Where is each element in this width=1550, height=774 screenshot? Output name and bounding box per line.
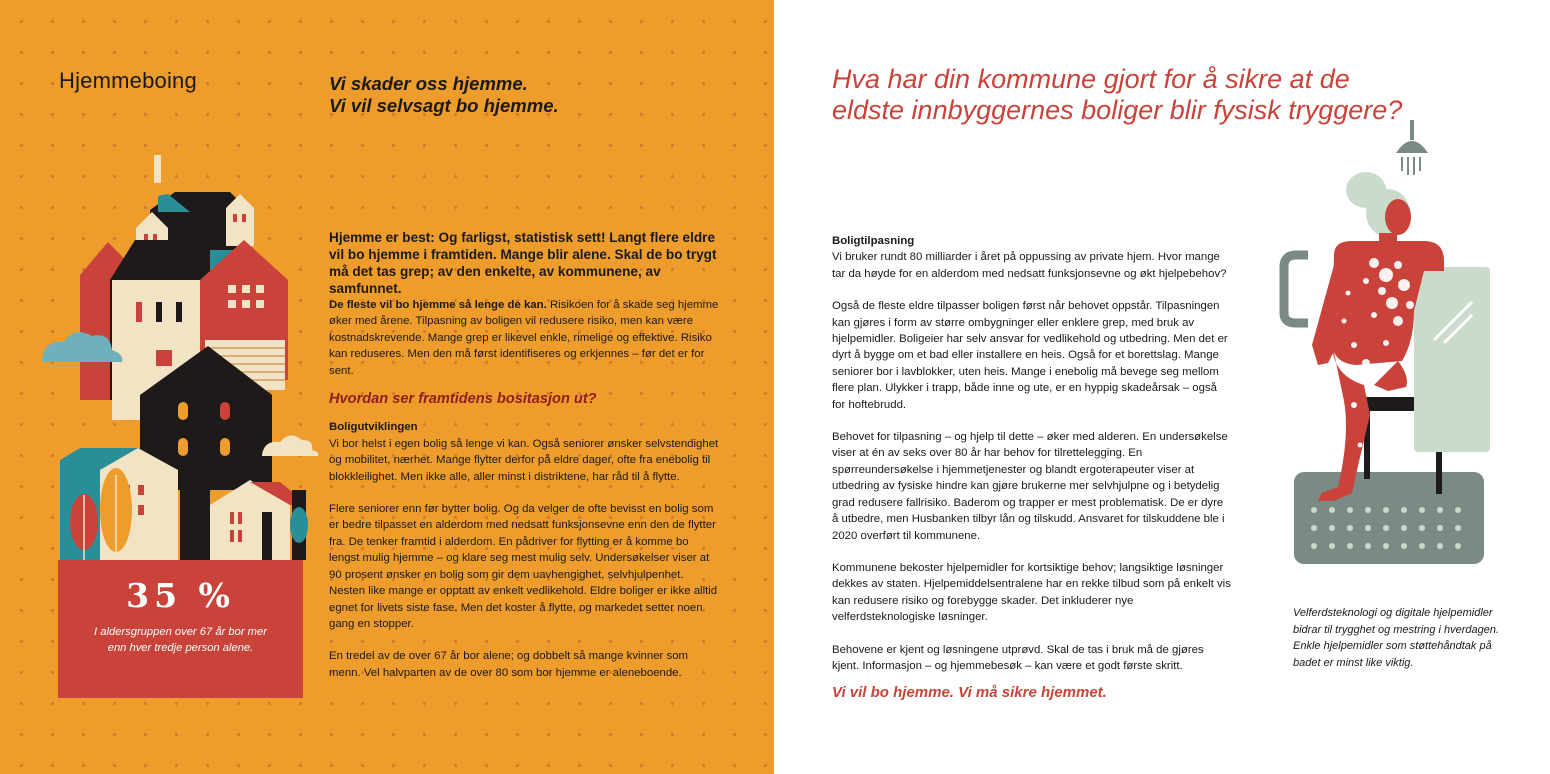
paragraph-1: Vi bruker rundt 80 milliarder i året på oppussing av private hjem. Hvor mange tar da høyde for en alderdom med nedsatt funksjonsevne og økt hjelpebehov? — [832, 251, 1227, 280]
window — [156, 302, 162, 322]
paragraph-5: Behovene er kjent og løsningene utprøvd. Skal de tas i bruk må de gjøres kjent. Informasjon – og hjemmebesøk – kan være et godt første skritt. — [832, 643, 1204, 672]
paragraph-1 — [329, 297, 719, 379]
tree-teal — [290, 507, 308, 543]
window — [238, 512, 242, 524]
window — [238, 530, 242, 542]
chimney-smoke — [154, 155, 161, 183]
caption-line-4: badet er minst like viktig. — [1293, 656, 1414, 669]
paragraph-1-rest: Risikoen for å skade seg hjemme øker med årene. Tilpasning av boligen vil redusere risiko, men kan være kostnadskrevende. Mange grep er likevel enkle, rimelige og effektive. Risiko kan reduseres. Men den må først identifiseres og erkjennes – før det er for sent. — [329, 299, 719, 377]
paragraph-4: En tredel av de over 67 år bor alene; og dobbelt så mange kvinner som menn. Vel halvparten av de over 80 som bor hjemme er aleneboende. — [329, 650, 689, 679]
grab-handle — [1284, 255, 1308, 323]
paragraph-3: Flere seniorer enn før bytter bolig. Og da velger de ofte bevisst en bolig som er bedre tilpasset en alderdom med nedsatt funksjonsevne enn den de flytter fra. De tenker framtid i alderdom. En pådriver for flytting er å komme bo lengst mulig hjemme – og klare seg mest mulig selv. Undersøkelser viser at 90 prosent ønsker en bolig som gir dem uavhengighet, selvhjulpenhet. Nesten like mange er opptatt av enkelt vedlikehold. Eldre boliger er ikke alltid egnet for livets siste fase. Men det koster å flytte, og markedet setter noen gang en stopper. — [329, 503, 718, 630]
intro-paragraph: Hjemme er best: Og farligst, statistisk sett! Langt flere eldre vil bo hjemme i framtiden. Mange blir alene. Skal de bo trygt må det tas grep; av den enkelte, av kommunene, av samfunnet. — [329, 230, 717, 296]
paragraph-1-lead: De fleste vil bo hjemme så lenge de kan. — [329, 299, 547, 311]
left-body — [329, 229, 719, 681]
stat-caption-line-1: I aldersgruppen over 67 år bor mer — [94, 626, 267, 638]
subheading: Hvordan ser framtidens bositasjon ut? — [329, 391, 597, 408]
window — [242, 300, 250, 308]
closing-statement: Vi vil bo hjemme. Vi må sikre hjemmet. — [832, 684, 1107, 701]
label-boligutviklingen: Boligutviklingen — [329, 421, 418, 434]
paragraph-3: Behovet for tilpasning – og hjelp til dette – øker med alderen. En undersøkelse viser at én av seks over 80 år har behov for tilrettelegging. En spørreundersøkelse i hjemmetjenester og blandt ergoterapeuter viser at utbedring av fysiske hindre kan gjøre brukerne mer selvhjulpne og i betydelig grad redusere fallrisiko. Baderom og trapper er mest problematisk. De er dyre å utbedre, men Husbanken tilbyr lån og tilskudd. Ansvaret for tilskuddene ble i 2020 overført til kommunene. — [832, 431, 1228, 542]
window — [256, 285, 264, 293]
window — [220, 438, 230, 456]
face — [1385, 199, 1411, 235]
tagline-line-1: Vi skader oss hjemme. — [329, 73, 528, 94]
window — [242, 285, 250, 293]
tagline-line-2: Vi vil selvsagt bo hjemme. — [329, 95, 559, 116]
window — [230, 512, 234, 524]
window — [228, 285, 236, 293]
shower-pipe — [1410, 120, 1414, 140]
window — [178, 402, 188, 420]
question-line-1: Hva har din kommune gjort for å sikre at de — [832, 64, 1350, 94]
window — [136, 302, 142, 322]
left-page — [0, 0, 774, 774]
caption-line-2: bidrar til trygghet og mestring i hverdagen. — [1293, 623, 1500, 636]
window — [228, 300, 236, 308]
figure-caption — [1293, 605, 1528, 671]
caption-line-3: Enkle hjelpemidler som støttehåndtak på — [1293, 640, 1492, 652]
tagline — [329, 73, 559, 117]
paragraph-2: Vi bor helst i egen bolig så lenge vi kan. Også seniorer ønsker selvstendighet og mobilitet, nærhet. Mange flytter derfor på eldre dager, ofte fra enebolig til blokkleilighet. Men ikke alle, aller minst i distriktene, har råd til å flytte. — [329, 437, 719, 483]
window — [176, 302, 182, 322]
window — [220, 402, 230, 420]
window — [256, 300, 264, 308]
window — [230, 530, 234, 542]
right-page — [774, 0, 1550, 774]
stat-box — [58, 560, 303, 698]
shower-head — [1396, 141, 1428, 153]
shower-illustration — [1274, 115, 1514, 585]
right-body — [832, 233, 1232, 674]
bath-mat — [1294, 472, 1484, 564]
window — [233, 214, 237, 222]
section-title: Hjemmeboing — [59, 68, 197, 93]
paragraph-4: Kommunene bekoster hjelpemidler for kortsiktige behov; langsiktige løsninger dekkes av staten. Hjelpemiddelsentralene har en rekke tilbud som på enkelt vis kan redusere risiko og forebygge skader. Det inkluderer nye velferdsteknologiske løsninger. — [832, 561, 1231, 624]
glass-panel — [1414, 267, 1490, 452]
stat-caption — [58, 624, 303, 656]
stat-caption-line-2: enn hver tredje person alene. — [107, 642, 254, 654]
caption-line-1: Velferdsteknologi og digitale hjelpemidler — [1293, 607, 1493, 619]
black-block — [180, 460, 210, 560]
paragraph-2: Også de fleste eldre tilpasser boligen først når behovet oppstår. Tilpasningen kan gjøres i form av større ombygninger eller enklere grep, med bruk av hjelpemidler. Boligeier har selv ansvar for vedlikehold og utbedring. Men det er dyrt å bygge om et bad eller installere en heis. Også for et borettslag. Mange seniorer bor i lavblokker, uten heis. Mange i enebolig må bevege seg mellom flere plan. Ulykker i trapp, både inne og ute, er en hyppig skadeårsak – også for hoftebrudd. — [832, 300, 1228, 411]
thigh — [1374, 361, 1407, 391]
window — [242, 214, 246, 222]
window — [178, 438, 188, 456]
label-boligtilpasning: Boligtilpasning — [832, 235, 915, 247]
question-line-2: eldste innbyggernes boliger blir fysisk tryggere? — [832, 95, 1403, 125]
small-red-house — [156, 350, 172, 366]
stat-value: 35 % — [126, 576, 235, 615]
door — [262, 512, 272, 560]
